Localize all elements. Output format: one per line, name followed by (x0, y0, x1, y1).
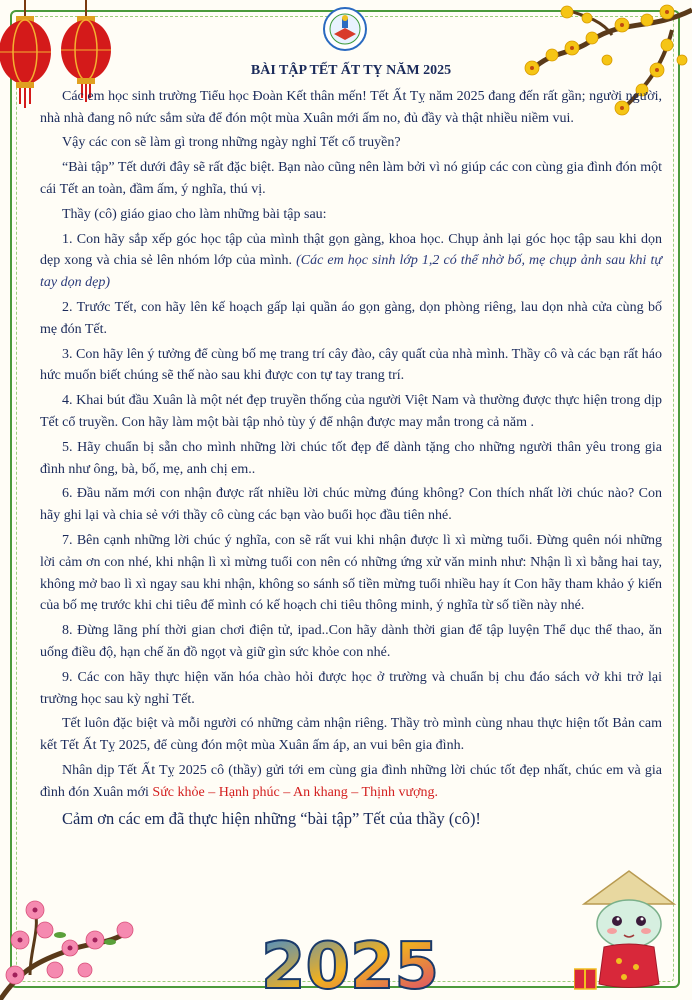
year-2025-text: 2025 (260, 930, 440, 1000)
task-9: 9. Các con hãy thực hiện văn hóa chào hỏi được học ở trường và chuẩn bị chu đáo sách vở khi trở lại trường học sau kỳ nghỉ Tết. (40, 669, 662, 707)
closing-paragraph: Tết luôn đặc biệt và mỗi người có những cảm nhận riêng. Thầy trò mình cùng nhau thực hiện tốt Bản cam kết Tết Ất Tỵ 2025, để cùng đón một mùa Xuân ấm áp, an vui bên gia đình. (40, 716, 662, 754)
homework-note-paragraph: “Bài tập” Tết dưới đây sẽ rất đặc biệt. Bạn nào cũng nên làm bởi vì nó giúp các con cùng gia đình đón một cái Tết an toàn, đầm ấm, ý nghĩa, thú vị. (40, 160, 662, 197)
task-2: 2. Trước Tết, con hãy lên kế hoạch gấp lại quần áo gọn gàng, dọn phòng riêng, lau dọn nhà cửa cùng bố mẹ đón Tết. (40, 299, 662, 337)
task-7: 7. Bên cạnh những lời chúc ý nghĩa, con sẽ rất vui khi nhận được lì xì mừng tuổi. Đừng quên nói những lời cảm ơn con nhé, khi nhận lì xì mừng tuổi con nên có những ứng xử văn minh như: Nhận lì xì bằng hai tay, không mở bao lì xì ngay sau khi nhận, không so sánh số tiền mừng tuổi nhiều hay ít Con hãy tham khảo ý kiến của bố mẹ trước khi chi tiêu để mình có kế hoạch chi tiêu thông minh, ý nghĩa từ số tiền này nhé. (40, 532, 662, 614)
wish-highlight: Sức khỏe – Hạnh phúc – An khang – Thịnh vượng. (152, 784, 438, 800)
year-2025-art (255, 920, 445, 1000)
task-1-text: 1. Con hãy sắp xếp góc học tập của mình thật gọn gàng, khoa học. Chụp ảnh lại góc học tập sau khi dọn dẹp xong và chia sẻ lên nhóm lớp của mình. (40, 231, 662, 269)
question-paragraph: Vậy các con sẽ làm gì trong những ngày nghỉ Tết cổ truyền? (62, 135, 401, 151)
snake-mascot-icon (574, 869, 684, 994)
assign-paragraph: Thầy (cô) giáo giao cho làm những bài tập sau: (62, 206, 327, 222)
task-6: 6. Đầu năm mới con nhận được rất nhiều lời chúc mừng đúng không? Con thích nhất lời chúc nào? Con hãy ghi lại và chia sẻ với thầy cô cùng các bạn vào buổi học đầu tiên nhé. (40, 486, 662, 524)
document-body (40, 60, 662, 832)
task-5: 5. Hãy chuẩn bị sẵn cho mình những lời chúc tốt đẹp để dành tặng cho những người thân yêu trong gia đình như ông, bà, bố, mẹ, anh chị em.. (40, 439, 662, 477)
task-4: 4. Khai bút đầu Xuân là một nét đẹp truyền thống của người Việt Nam và thường được thực hiện trong dịp Tết cổ truyền. Con hãy làm một bài tập nhỏ tùy ý để nhận được may mắn trong cả năm . (40, 393, 662, 430)
intro-paragraph: Các em học sinh trường Tiểu học Đoàn Kết thân mến! Tết Ất Tỵ năm 2025 đang đến rất gần; người người, nhà nhà đang nô nức sắm sửa để đón một mùa Xuân mới ấm no, đủ đầy và thật nhiều niềm vui. (40, 88, 662, 126)
peach-blossom-icon (0, 850, 150, 1000)
task-1 (40, 229, 662, 294)
task-8: 8. Đừng lãng phí thời gian chơi điện tử, ipad..Con hãy dành thời gian để tập luyện Thể dục thể thao, ăn uống điều độ, hạn chế ăn đồ ngọt và giữ gìn sức khỏe con nhé. (40, 623, 662, 660)
wish-text: Nhân dịp Tết Ất Tỵ 2025 cô (thầy) gửi tới em cùng gia đình những lời chúc tốt đẹp nhất, chúc em và gia đình đón Xuân mới (40, 762, 662, 800)
task-1-note: (Các em học sinh lớp 1,2 có thể nhờ bố, mẹ chụp ảnh sau khi tự tay dọn dẹp) (40, 253, 663, 291)
school-logo-icon (322, 6, 368, 52)
task-3: 3. Con hãy lên ý tưởng để cùng bố mẹ trang trí cây đào, cây quất của nhà mình. Thầy cô và các bạn rất háo hức muốn biết chúng sẽ thế nào sau khi được con tự tay trang trí. (40, 346, 662, 384)
thanks-line: Cảm ơn các em đã thực hiện những “bài tập” Tết của thầy (cô)! (62, 808, 481, 828)
wish-paragraph (40, 760, 662, 804)
page-title: BÀI TẬP TẾT ẤT TỴ NĂM 2025 (250, 63, 452, 78)
